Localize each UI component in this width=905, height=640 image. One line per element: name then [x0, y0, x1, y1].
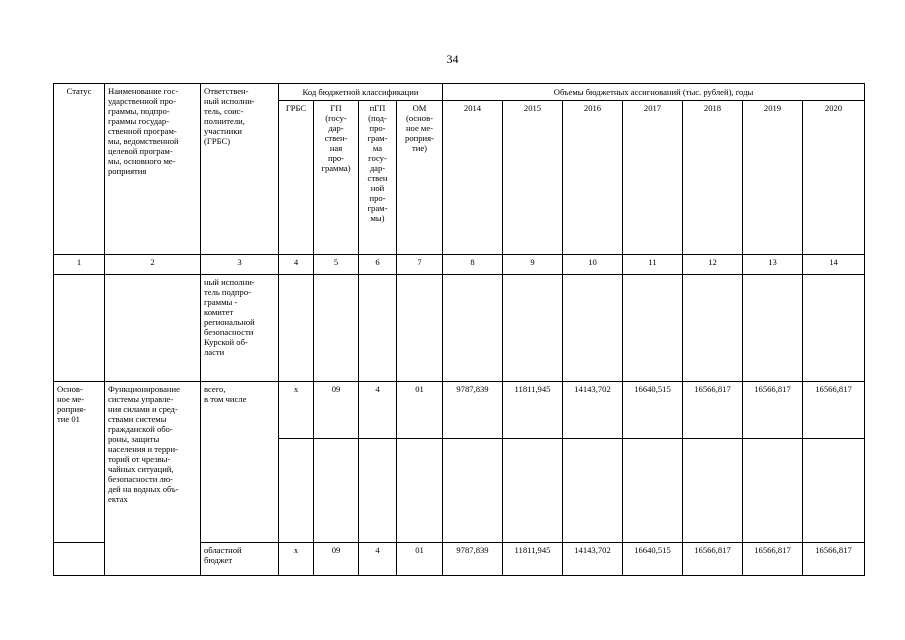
empty-cell — [397, 439, 443, 543]
regional-budget-grbs: х — [279, 543, 314, 576]
main-event-value: 11811,945 — [503, 382, 563, 439]
main-event-grbs: х — [279, 382, 314, 439]
column-number: 12 — [683, 255, 743, 275]
continuation-responsible: ный исполни- тель подпро- граммы - комитет региональной безопасности Курской об- ласти — [201, 275, 279, 382]
empty-cell — [397, 275, 443, 382]
empty-cell — [683, 275, 743, 382]
regional-budget-value: 14143,702 — [563, 543, 623, 576]
empty-cell — [503, 275, 563, 382]
header-year: 2018 — [683, 101, 743, 255]
empty-cell — [314, 439, 359, 543]
empty-cell — [279, 275, 314, 382]
main-event-value: 16566,817 — [683, 382, 743, 439]
column-numbers-row — [54, 255, 865, 275]
empty-cell — [279, 439, 314, 543]
regional-budget-value: 16566,817 — [803, 543, 865, 576]
regional-budget-value: 16566,817 — [743, 543, 803, 576]
header-year: 2019 — [743, 101, 803, 255]
column-number: 5 — [314, 255, 359, 275]
column-number: 9 — [503, 255, 563, 275]
main-event-status: Основ- ное ме- роприя- тие 01 — [54, 382, 105, 543]
header-responsible: Ответствен- ный исполни- тель, соис- полнители, участники (ГРБС) — [201, 84, 279, 255]
column-number: 2 — [105, 255, 201, 275]
column-number: 3 — [201, 255, 279, 275]
header-year: 2020 — [803, 101, 865, 255]
empty-cell — [443, 439, 503, 543]
empty-cell — [743, 439, 803, 543]
regional-budget-value: 16566,817 — [683, 543, 743, 576]
header-om: ОМ (основ- ное ме- роприя- тие) — [397, 101, 443, 255]
main-event-name: Функционирование системы управле- ния силами и сред- ствами системы гражданской обо- роны, защиты населения и терри- торий от чрезвы- чайных ситуаций, безопасности лю- дей на водных объ- ектах — [105, 382, 201, 576]
empty-cell — [443, 275, 503, 382]
empty-cell — [503, 439, 563, 543]
header-volumes: Объемы бюджетных ассигнований (тыс. рублей), годы — [443, 84, 865, 101]
empty-cell — [314, 275, 359, 382]
column-number: 4 — [279, 255, 314, 275]
main-event-pgp: 4 — [359, 382, 397, 439]
main-event-value: 9787,839 — [443, 382, 503, 439]
budget-table — [53, 83, 865, 576]
column-number: 11 — [623, 255, 683, 275]
empty-cell — [54, 275, 105, 382]
empty-cell — [623, 439, 683, 543]
empty-cell — [743, 275, 803, 382]
regional-budget-value: 9787,839 — [443, 543, 503, 576]
header-pgp: пГП (под- про- грам- ма госу- дар- ствен ной про- грам- мы) — [359, 101, 397, 255]
header-row-1 — [54, 84, 865, 101]
main-event-value: 14143,702 — [563, 382, 623, 439]
header-year: 2015 — [503, 101, 563, 255]
header-gp: ГП (госу- дар- ствен- ная про- грамма) — [314, 101, 359, 255]
regional-budget-value: 16640,515 — [623, 543, 683, 576]
main-event-value: 16566,817 — [803, 382, 865, 439]
regional-budget-pgp: 4 — [359, 543, 397, 576]
header-grbs: ГРБС — [279, 101, 314, 255]
empty-cell — [803, 439, 865, 543]
main-event-value: 16640,515 — [623, 382, 683, 439]
column-number: 13 — [743, 255, 803, 275]
empty-cell — [683, 439, 743, 543]
header-year: 2017 — [623, 101, 683, 255]
column-number: 14 — [803, 255, 865, 275]
main-event-gp: 09 — [314, 382, 359, 439]
main-event-om: 01 — [397, 382, 443, 439]
main-event-responsible: всего, в том числе — [201, 382, 279, 543]
regional-budget-value: 11811,945 — [503, 543, 563, 576]
header-year: 2016 — [563, 101, 623, 255]
header-year: 2014 — [443, 101, 503, 255]
header-program-name: Наименование гос- ударственной про- граммы, подпро- граммы государ- ственной програм- мы, ведомственной целевой програм- мы, основного ме- роприятия — [105, 84, 201, 255]
continuation-row — [54, 275, 865, 382]
column-number: 10 — [563, 255, 623, 275]
column-number: 6 — [359, 255, 397, 275]
page-number: 34 — [446, 52, 459, 66]
header-budget-code: Код бюджетной классификации — [279, 84, 443, 101]
column-number: 7 — [397, 255, 443, 275]
empty-cell — [803, 275, 865, 382]
column-number: 1 — [54, 255, 105, 275]
column-number: 8 — [443, 255, 503, 275]
empty-cell — [54, 543, 105, 576]
empty-cell — [563, 275, 623, 382]
empty-cell — [359, 275, 397, 382]
regional-budget-om: 01 — [397, 543, 443, 576]
empty-cell — [623, 275, 683, 382]
main-event-row — [54, 382, 865, 439]
main-event-value: 16566,817 — [743, 382, 803, 439]
empty-cell — [359, 439, 397, 543]
header-status: Статус — [54, 84, 105, 255]
empty-cell — [105, 275, 201, 382]
regional-budget-responsible: областной бюджет — [201, 543, 279, 576]
regional-budget-gp: 09 — [314, 543, 359, 576]
empty-cell — [563, 439, 623, 543]
